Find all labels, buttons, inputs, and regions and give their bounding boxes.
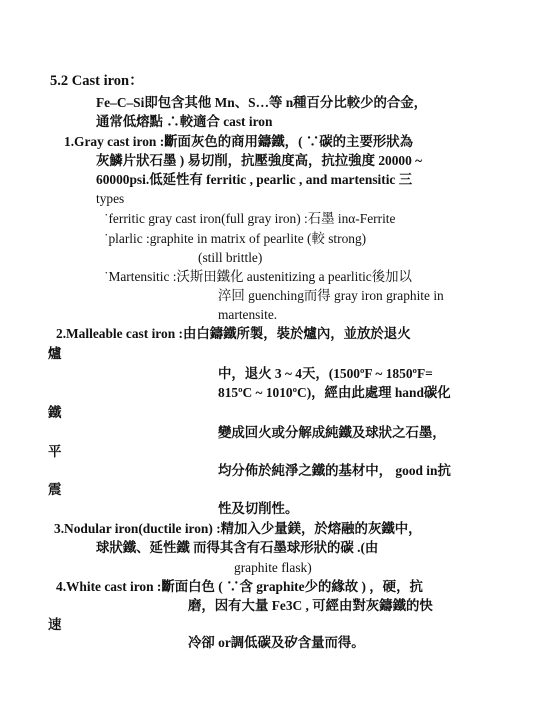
white-iron-line-2: 磨，因有大量 Fe3C , 可經由對灰鑄鐵的快 (188, 598, 433, 613)
ferritic-gray-item: ˙ferritic gray cast iron(full gray iron) :石墨 inα-Ferrite (104, 211, 396, 226)
malleable-wrap-char-4: 震 (48, 482, 62, 497)
pearlitic-gray-note: (still brittle) (198, 250, 263, 265)
malleable-line-2: 中，退火 3 ~ 4天，(1500ºF ~ 1850ºF= (218, 366, 433, 381)
section-title: 5.2 Cast iron： (50, 73, 144, 89)
pearlitic-gray-item: ˙plarlic :graphite in matrix of pearlite (較 strong) (104, 231, 367, 246)
malleable-wrap-char-2: 鐵 (48, 405, 62, 420)
martensitic-gray-line-2: 淬回 guenching而得 gray iron graphite in (218, 288, 444, 303)
white-wrap-char: 速 (48, 617, 62, 632)
white-iron-heading: 4.White cast iron :斷面白色 ( ∵含 graphite少的緣故 ) ，硬，抗 (56, 579, 423, 594)
intro-line-1: Fe–C–Si即包含其他 Mn、S…等 n種百分比較少的合金， (96, 95, 428, 110)
white-iron-line-3: 冷卻 or調低碳及矽含量而得。 (188, 635, 365, 650)
malleable-line-6: 性及切削性。 (218, 501, 299, 516)
gray-iron-line-4: types (96, 191, 125, 206)
nodular-iron-heading: 3.Nodular iron(ductile iron) :精加入少量鎂，於熔融的灰鐵中， (54, 521, 422, 536)
malleable-line-4: 變成回火或分解成純鐵及球狀之石墨， (218, 425, 446, 440)
nodular-line-3: graphite flask) (234, 560, 312, 575)
malleable-wrap-char-3: 平 (48, 444, 62, 459)
malleable-line-3: 815ºC ~ 1010ºC)，經由此處理 hand碳化 (218, 385, 451, 400)
gray-iron-line-3: 60000psi.低延性有 ferritic , pearlic , and martensitic 三 (96, 172, 413, 187)
martensitic-gray-item: ˙Martensitic :沃斯田鐵化 austenitizing a pearlitic後加以 (104, 269, 412, 284)
gray-iron-heading: 1.Gray cast iron :斷面灰色的商用鑄鐵，( ∵碳的主要形狀為 (64, 134, 414, 149)
malleable-iron-heading: 2.Malleable cast iron :由白鑄鐵所製，裝於爐內，並放於退火 (56, 326, 411, 341)
martensitic-gray-line-3: martensite. (218, 307, 278, 322)
nodular-line-2: 球狀鐵、延性鐵 而得其含有石墨球形狀的碳 .(由 (96, 540, 379, 555)
gray-iron-line-2: 灰鱗片狀石墨 ) 易切削，抗壓強度高，抗拉強度 20000 ~ (96, 153, 423, 168)
malleable-line-5: 均分佈於純淨之鐵的基材中， good in抗 (218, 463, 451, 478)
malleable-wrap-char-1: 爐 (48, 346, 62, 361)
intro-line-2: 通常低熔點 ∴較適合 cast iron (96, 114, 273, 129)
